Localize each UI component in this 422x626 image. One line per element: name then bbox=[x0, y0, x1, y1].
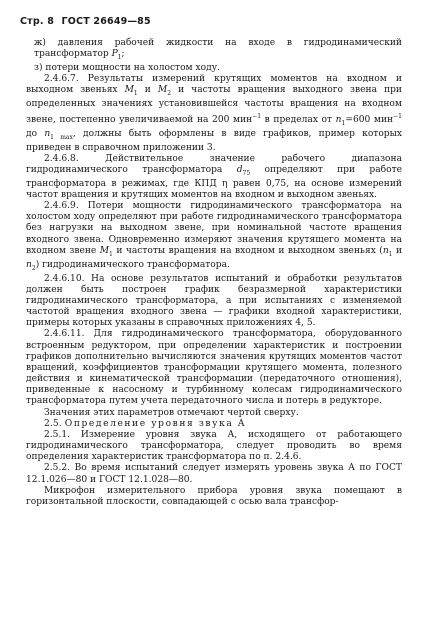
paragraph-2-4-6-11: 2.4.6.11. Для гидродинамического трансформатора, оборудованного встроенным редуктором, при определении характеристик и построении графиков дополнительно вычисляются значения крутящих моментов частот вращений, коэффициентов трансформации крутящего момента, полезного действия и кинематической трансформации (передаточного отношения), приведенные к насосному и турбинному колесам гидродинамического трансформатора путем учета передаточного числа и потерь в редукторе. bbox=[26, 329, 402, 407]
paragraph-2-5-1: 2.5.1. Измерение уровня звука A, исходящего от работающего гидродинамического трансформатора, следует проводить во время определения характеристик трансформатора по п. 2.4.6. bbox=[26, 429, 402, 463]
paragraph-overline-note: Значения этих параметров отмечают чертой сверху. bbox=[44, 407, 299, 418]
section-heading-2-5 bbox=[26, 419, 402, 430]
page-number-label: Стр. 8 bbox=[20, 16, 55, 27]
paragraph-2-5-2: 2.5.2. Во время испытаний следует измерять уровень звука A по ГОСТ 12.1.026—80 и ГОСТ 12.1.028—80. bbox=[26, 463, 402, 485]
list-item-z: з) потери мощности на холостом ходу. bbox=[34, 63, 220, 74]
section-number: 2.5. bbox=[44, 418, 62, 429]
list-item-zh: ж) давления рабочей жидкости на входе в гидродинамический трансформатор $P_1$; bbox=[34, 38, 402, 61]
paragraph-2-4-6-8: 2.4.6.8. Действительное значение рабочего диапазона гидродинамического трансформатора $d_{75}$ определяют при работе трансформатора в режимах, где КПД η равен 0,75, на основе измерений частот вращения и крутящих моментов на входном и выходном звеньях. bbox=[26, 153, 402, 200]
section-title: Определение уровня звука A bbox=[64, 418, 247, 429]
standard-designation: ГОСТ 26649—85 bbox=[61, 16, 151, 27]
paragraph-2-4-6-7: 2.4.6.7. Результаты измерений крутящих моментов на входном и выходном звеньях $M_1$ и $M_2$ и частоты вращения выходного звена при определенных значениях установившейся частоты вращения на входном звене, постепенно увеличиваемой на 200 мин$^{-1}$ в пределах от $n_1=600$ мин$^{-1}$ до $n_{1 max}$, должны быть оформлены в виде графиков, пример которых приведен в справочном приложении 3. bbox=[26, 74, 402, 153]
paragraph-microphone: Микрофон измерительного прибора уровня звука помещают в горизонтальной плоскости, совпадающей с осью вала трансфор- bbox=[26, 485, 402, 507]
page-header bbox=[20, 16, 402, 28]
paragraph-2-4-6-10: 2.4.6.10. На основе результатов испытаний и обработки результатов должен быть построен график безразмерной характеристики гидродинамического трансформатора, а при испытаниях с изменяемой частотой вращения входного звена — графики входной характеристики, примеры которых указаны в справочных приложениях 4, 5. bbox=[26, 273, 402, 329]
document-body bbox=[26, 38, 402, 508]
paragraph-2-4-6-9: 2.4.6.9. Потери мощности гидродинамического трансформатора на холостом ходу определяют при работе гидродинамического трансформатора без нагрузки на выходном звене, при номинальной частоте вращения входного звена. Одновременно измеряют значения крутящего момента на входном звене $M_1$ и частоты вращения на входном и выходном звеньях ($n_1$ и $n_2$) гидродинамического трансформатора. bbox=[26, 201, 403, 272]
